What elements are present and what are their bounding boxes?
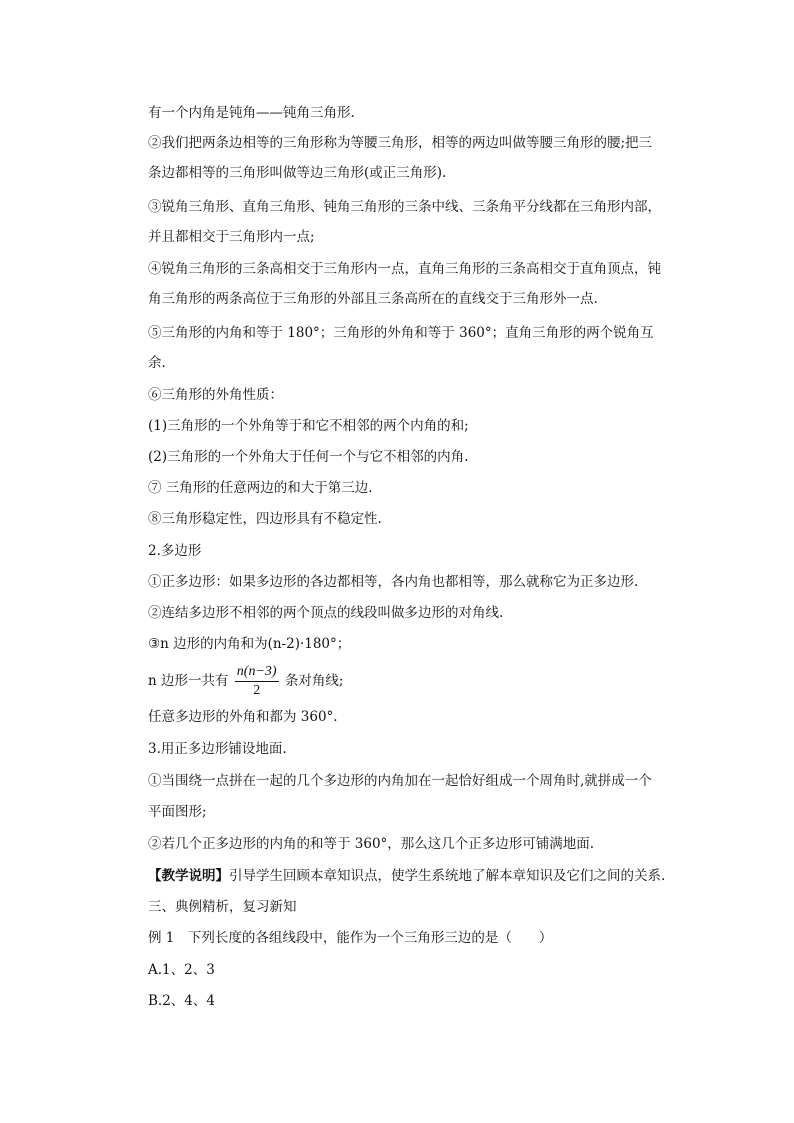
section-heading: 三、典例精析，复习新知	[148, 899, 297, 915]
text-line: ③锐角三角形、直角三角形、钝角三角形的三条中线、三条角平分线都在三角形内部，	[148, 199, 661, 215]
section-heading: 3.用正多边形铺设地面.	[148, 741, 287, 757]
text-line: ⑤三角形的内角和等于 180°；三角形的外角和等于 360°；直角三角形的两个锐角互	[148, 325, 654, 341]
example-question: 例 1 下列长度的各组线段中，能作为一个三角形三边的是（ ）	[148, 930, 553, 946]
text-line: 余.	[148, 355, 166, 371]
option-b: B.2、4、4	[148, 993, 215, 1009]
fraction-denominator: 2	[253, 683, 261, 698]
text-line: (2)三角形的一个外角大于任何一个与它不相邻的内角.	[148, 449, 469, 465]
section-heading: 2.多边形	[148, 543, 202, 559]
text-line: 任意多边形的外角和都为 360°.	[148, 709, 338, 725]
text-line: ⑥三角形的外角性质：	[148, 387, 283, 403]
text-line: 条边都相等的三角形叫做等边三角形(或正三角形).	[148, 165, 447, 181]
text-line: ③n 边形的内角和为(n-2)·180°；	[148, 636, 351, 652]
text-fragment: n 边形一共有	[148, 673, 229, 689]
text-line: ⑦ 三角形的任意两边的和大于第三边.	[148, 480, 373, 496]
text-line: 角三角形的两条高位于三角形的外部且三条高所在的直线交于三角形外一点.	[148, 291, 598, 307]
text-line: ②连结多边形不相邻的两个顶点的线段叫做多边形的对角线.	[148, 605, 504, 621]
text-line: ①当围绕一点拼在一起的几个多边形的内角加在一起恰好组成一个周角时,就拼成一个	[148, 773, 652, 789]
fraction	[235, 663, 279, 700]
text-line: (1)三角形的一个外角等于和它不相邻的两个内角的和;	[148, 418, 469, 434]
text-line: 并且都相交于三角形内一点;	[148, 229, 315, 245]
text-line-fraction	[148, 661, 343, 701]
text-line: 平面图形;	[148, 804, 207, 820]
teaching-note	[148, 866, 665, 886]
text-line: ④锐角三角形的三条高相交于三角形内一点，直角三角形的三条高相交于直角顶点，钝	[148, 261, 661, 277]
text-line: ②若几个正多边形的内角的和等于 360°，那么这几个正多边形可铺满地面.	[148, 836, 595, 852]
text-fragment: 条对角线;	[284, 673, 344, 689]
text-line: ②我们把两条边相等的三角形称为等腰三角形，相等的两边叫做等腰三角形的腰;把三	[148, 135, 653, 151]
fraction-numerator: n(n−3)	[235, 663, 279, 682]
text-line: ①正多边形：如果多边形的各边都相等，各内角也都相等，那么就称它为正多边形.	[148, 574, 639, 590]
teaching-note-label: 【教学说明】	[148, 868, 229, 884]
option-a: A.1、2、3	[148, 962, 215, 978]
text-line: 有一个内角是钝角——钝角三角形.	[148, 105, 355, 121]
teaching-note-text: 引导学生回顾本章知识点，使学生系统地了解本章知识及它们之间的关系.	[229, 868, 666, 884]
text-line: ⑧三角形稳定性，四边形具有不稳定性.	[148, 511, 382, 527]
